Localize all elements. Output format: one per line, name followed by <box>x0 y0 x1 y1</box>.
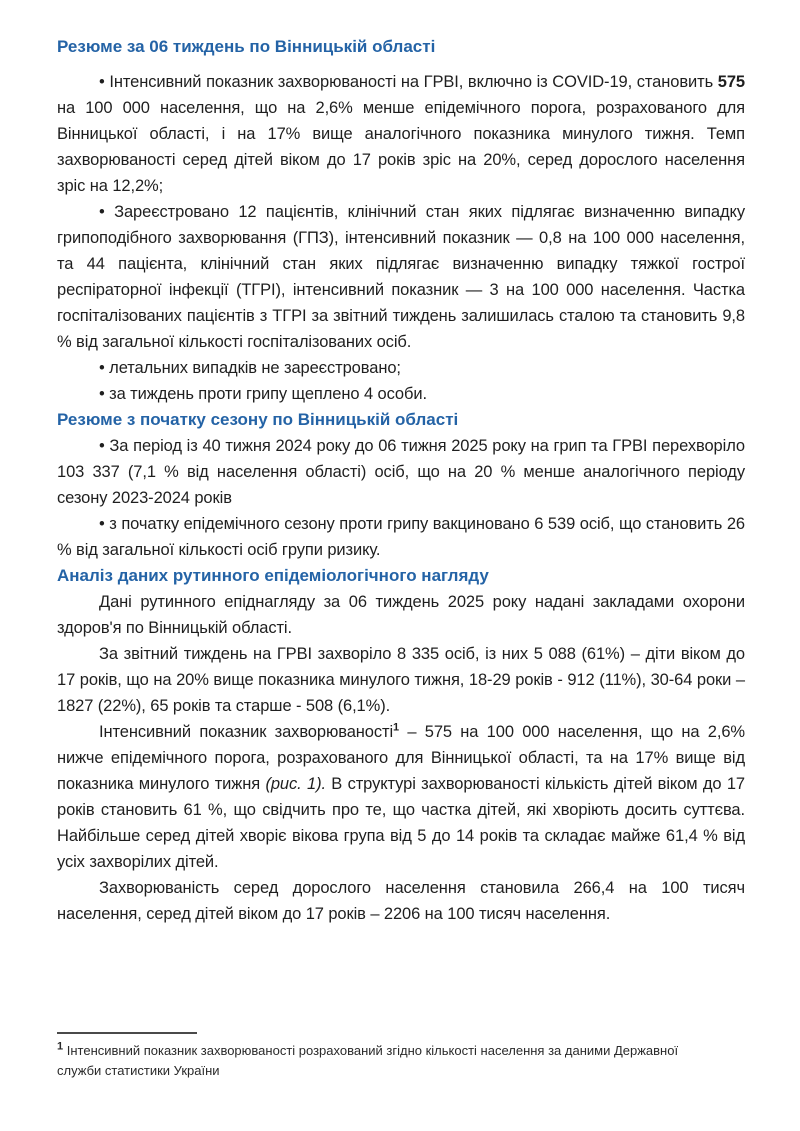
bullet-paragraph <box>57 69 745 199</box>
text-run: Дані рутинного епіднагляду за 06 тиждень 2025 року надані закладами охорони здоров'я по Вінницькій області. <box>57 593 745 637</box>
text-run: Аналіз даних рутинного епідеміологічного нагляду <box>57 566 489 585</box>
text-run: Резюме з початку сезону по Вінницькій області <box>57 410 459 429</box>
text-run: 575 <box>717 73 745 91</box>
text-run: (рис. 1). <box>265 775 326 793</box>
paragraph <box>57 875 745 927</box>
footnote-text: Інтенсивний показник захворюваності розрахований згідно кількості населення за даними Державної служби статистики України <box>57 1043 679 1078</box>
bullet-paragraph <box>57 433 745 511</box>
bullet-paragraph <box>57 199 745 355</box>
text-run: • летальних випадків не зареєстровано; <box>99 359 401 377</box>
paragraph <box>57 641 745 719</box>
text-run: на 100 000 населення, що на 2,6% менше епідемічного порога, розрахованого для Вінницької області, і на 17% вище аналогічного показника минулого тижня. Темп захворюваності серед дітей віком до 17 років зріс на 20%, серед дорослого населення зріс на 12,2%; <box>57 99 745 195</box>
text-run: Інтенсивний показник захворюваності <box>99 723 394 741</box>
bullet-paragraph <box>57 511 745 563</box>
text-run: • за тиждень проти грипу щеплено 4 особи. <box>99 385 427 403</box>
text-run: • Зареєстровано 12 пацієнтів, клінічний стан яких підлягає визначенню випадку грипоподібного захворювання (ГПЗ), інтенсивний показник — 0,8 на 100 000 населення, та 44 пацієнта, клінічний стан яких підлягає визначенню випадку тяжкої гострої респіраторної інфекції (ТГРІ), інтенсивний показник — 3 на 100 000 населення. Частка госпіталізованих пацієнтів з ТГРІ за звітний тиждень залишилась сталою та становить 9,8 % від загальної кількості госпіталізованих осіб. <box>57 203 745 351</box>
text-run: Захворюваність серед дорослого населення становила 266,4 на 100 тисяч населення, серед дітей віком до 17 років – 2206 на 100 тисяч населення. <box>57 879 745 923</box>
footnote-separator <box>57 1032 197 1034</box>
text-run: • За період із 40 тижня 2024 року до 06 тижня 2025 року на грип та ГРВІ перехворіло 103 337 (7,1 % від населення області) осіб, що на 20 % менше аналогічного періоду сезону 2023-2024 років <box>57 437 745 507</box>
text-run: Резюме за 06 тиждень по Вінницькій області <box>57 37 436 56</box>
text-run: – 575 на 100 000 населення, що на 2,6% нижче епідемічного порога, розрахованого для Вінницької області, та на 17% вище від показника минулого тижня <box>57 723 745 793</box>
text-run: • з початку епідемічного сезону проти грипу вакциновано 6 539 осіб, що становить 26 % від загальної кількості осіб групи ризику. <box>57 515 745 559</box>
footnote-marker: 1 <box>57 1040 64 1053</box>
text-run: За звітний тиждень на ГРВІ захворіло 8 335 осіб, із них 5 088 (61%) – діти віком до 17 років, що на 20% вище показника минулого тижня, 18-29 років - 912 (11%), 30-64 роки – 1827 (22%), 65 років та старше - 508 (6,1%). <box>57 645 745 715</box>
footnote <box>57 1032 717 1081</box>
bullet-paragraph <box>57 355 745 381</box>
text-run: • Інтенсивний показник захворюваності на ГРВІ, включно із COVID-19, становить <box>99 73 718 91</box>
footnote-text-line <box>57 1041 717 1081</box>
bullet-paragraph <box>57 381 745 407</box>
superscript-ref: 1 <box>393 721 400 734</box>
section-heading <box>57 34 745 60</box>
paragraph <box>57 589 745 641</box>
section-heading <box>57 407 745 433</box>
paragraph <box>57 719 745 875</box>
text-run: В структурі захворюваності кількість дітей віком до 17 років становить 61 %, що свідчить про те, що частка дітей, які хворіють досить суттєва. Найбільше серед дітей хворіє вікова група від 5 до 14 років та складає майже 61,4 % від усіх захворілих дітей. <box>57 775 745 871</box>
section-heading <box>57 563 745 589</box>
